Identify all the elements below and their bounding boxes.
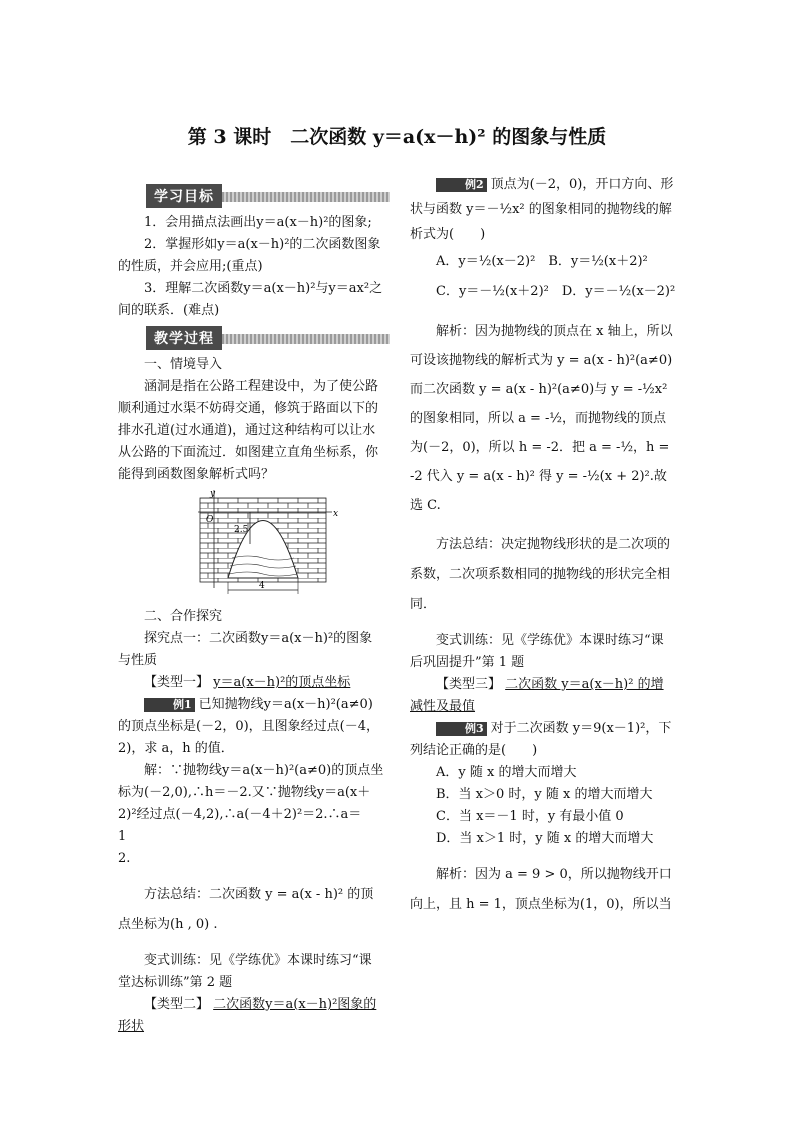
option-row [410, 277, 676, 307]
lesson-title: 第 3 课时 二次函数 y＝a(x－h)² 的图象与性质 [187, 126, 607, 148]
type1-line [118, 672, 384, 694]
section-heading-process [118, 326, 384, 350]
example-tag: 例1 [144, 698, 195, 712]
option-c: C．y＝－½(x＋2)² [436, 284, 549, 299]
solution-1-text: 解：∵抛物线y＝a(x－h)²(a≠0)的顶点坐标为(－2,0),∴h＝－2.又∵抛物线y＝a(x＋2)²经过点(－4,2),∴a(－4＋2)²＝2.∴a＝ [118, 763, 384, 822]
solution-3: 解析：因为 a = 9 > 0，所以抛物线开口向上，且 h = 1，顶点坐标为(1，0)，所以当 [410, 867, 672, 912]
variant-training-2: 变式训练：见《学练优》本课时练习“课后巩固提升”第 1 题 [410, 633, 664, 670]
solution-1-den: 2 [118, 851, 127, 866]
section-heading-goals [118, 184, 384, 208]
option-a: A．y 随 x 的增大而增大 [436, 765, 577, 780]
process-heading: 教学过程 [146, 326, 222, 350]
type1-title: y＝a(x－h)²的顶点坐标 [213, 675, 351, 690]
method-summary-2: 方法总结：决定抛物线形状的是二次项的系数，二次项系数相同的抛物线的形状完全相同． [410, 537, 671, 612]
option-b: B．y＝½(x＋2)² [548, 254, 648, 269]
option-b: B．当 x＞0 时，y 随 x 的增大而增大 [436, 787, 653, 802]
culvert-diagram [188, 488, 338, 598]
goal-item: 2．掌握形如y＝a(x－h)²的二次函数图象的性质，并会应用;(重点) [118, 237, 381, 274]
example-1 [118, 694, 384, 760]
type1-label: 【类型一】 [144, 675, 210, 690]
example-2-text: 顶点为(－2，0)，开口方向、形状与函数 y＝－½x² 的图象相同的抛物线的解析式为( ) [410, 177, 674, 242]
right-column [410, 172, 676, 920]
type3-label: 【类型三】 [436, 677, 502, 692]
y-axis-label: y [210, 489, 216, 499]
goals-heading: 学习目标 [146, 184, 222, 208]
option-a: A．y＝½(x－2)² [436, 254, 536, 269]
type3-title: 二次函数 y＝a(x－h)² 的增减性及最值 [410, 677, 664, 714]
solution-1-num: 1 [118, 829, 127, 844]
solution-1 [118, 760, 384, 870]
type2-label: 【类型二】 [144, 997, 210, 1012]
width-label: 4 [259, 581, 265, 591]
explore-point-1: 探究点一：二次函数y＝a(x－h)²的图象与性质 [118, 631, 373, 668]
example-tag: 例3 [436, 722, 487, 736]
option-row [410, 247, 676, 277]
example-tag: 例2 [436, 178, 487, 192]
type2-title: 二次函数y＝a(x－h)²图象的形状 [118, 997, 377, 1034]
culvert-figure [188, 488, 338, 598]
type3-line [410, 674, 676, 718]
example-3-text: 对于二次函数 y＝9(x－1)²，下列结论正确的是( ) [410, 721, 672, 758]
example-1-text: 已知抛物线y＝a(x－h)²(a≠0)的顶点坐标是(－2，0)，且图象经过点(－4，2)，求 a，h 的值． [118, 697, 380, 756]
intro-title: 一、情境导入 [144, 357, 223, 372]
method-summary-1: 方法总结：二次函数 y = a(x - h)² 的顶点坐标为(h , 0) . [118, 887, 374, 932]
height-label: 2.5 [234, 525, 249, 535]
left-column [118, 180, 384, 1038]
goal-item: 1．会用描点法画出y＝a(x－h)²的图象; [144, 215, 372, 230]
intro-text: 涵洞是指在公路工程建设中，为了使公路顺利通过水渠不妨碍交通，修筑于路面以下的排水孔道(过水通道)，通过这种结构可以让水从公路的下面流过．如图建立直角坐标系，你能得到函数图象解析式吗？ [118, 379, 379, 482]
example-2 [410, 172, 676, 247]
option-d: D．当 x＞1 时，y 随 x 的增大而增大 [436, 831, 654, 846]
origin-label: O [206, 515, 214, 525]
variant-training-1: 变式训练：见《学练优》本课时练习“课堂达标训练”第 2 题 [118, 953, 372, 990]
goal-item: 3．理解二次函数y＝a(x－h)²与y＝ax²之间的联系．(难点) [118, 281, 383, 318]
x-axis-label: x [333, 509, 338, 519]
option-c: C．当 x＝－1 时，y 有最小值 0 [436, 809, 624, 824]
example-3 [410, 718, 676, 762]
option-d: D．y＝－½(x－2)² [561, 284, 676, 299]
type2-line [118, 994, 384, 1038]
solution-2: 解析：因为抛物线的顶点在 x 轴上，所以可设该抛物线的解析式为 y = a(x - h)²(a≠0) 而二次函数 y = a(x - h)²(a≠0)与 y = -½x² 的图象相同，所以 a = -½，而抛物线的顶点为(－2，0)，所以 h = -2．把 a = -½，h = -2 代入 y = a(x - h)² 得 y = -½(x + 2)².故选 C. [410, 324, 673, 513]
coop-title: 二、合作探究 [144, 609, 223, 624]
solution-1-end: . [126, 851, 131, 866]
